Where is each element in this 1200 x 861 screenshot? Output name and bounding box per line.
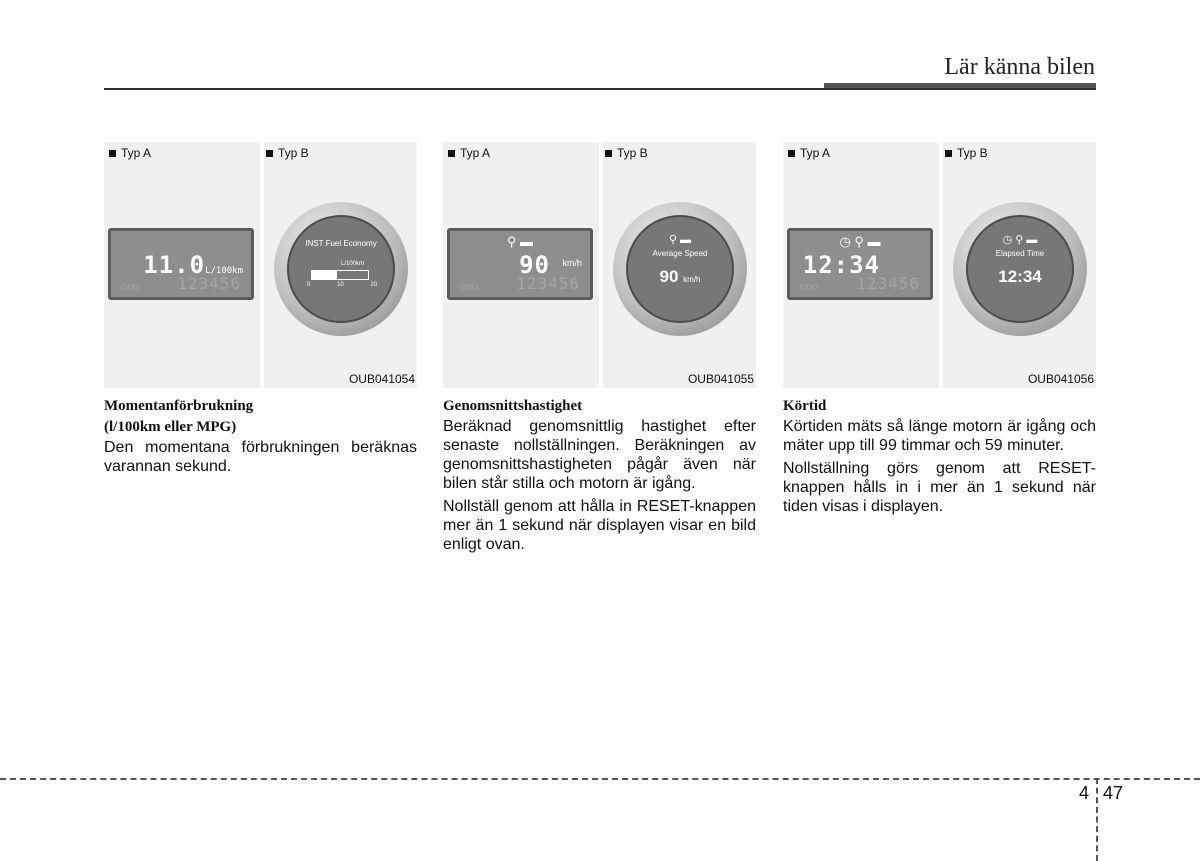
lcd-value: 11.0L/100km (143, 251, 243, 279)
footer-vertical-rule (1096, 778, 1098, 861)
header-rule (104, 88, 1096, 90)
gauge-title: Average Speed (652, 249, 708, 258)
body-paragraph: Beräknad genomsnittlig hastighet efter senaste nollställningen. Beräkningen av genomsnittshastigheten pågår även när bilen står stilla och motorn är igång. (443, 418, 756, 492)
lcd-odo-label: ODO (800, 283, 819, 292)
gauge-value: 90 km/h (659, 267, 701, 286)
bullet-square-icon (605, 150, 612, 157)
clock-car-icon: ◷ ⚲ ▬ (839, 234, 881, 249)
figure-average-speed (443, 142, 756, 388)
lcd-odometer: 123456 (516, 274, 580, 293)
figure-instant-consumption (104, 142, 417, 388)
gauge-face (287, 215, 395, 323)
gauge-ticks (307, 282, 377, 288)
section-heading: Momentanförbrukning (l/100km eller MPG) (104, 398, 254, 435)
gauge-bar-fill (312, 271, 337, 279)
figure-elapsed-time (783, 142, 1096, 388)
typ-b-label: Typ B (605, 146, 648, 160)
lcd-value: 90 (519, 251, 550, 279)
gauge-face (626, 215, 734, 323)
figure-code: OUB041054 (348, 372, 415, 386)
lcd-odo-label: ODO (460, 283, 479, 292)
gauge-display-typ-b (274, 202, 408, 336)
section-heading: Körtid (783, 398, 827, 414)
lcd-display-typ-a (108, 228, 254, 300)
lcd-odometer: 123456 (856, 274, 920, 293)
lcd-odometer: 123456 (177, 274, 241, 293)
section-heading: Genomsnittshastighet (443, 398, 583, 414)
lcd-value: 12:34 (802, 251, 880, 279)
body-paragraph: Den momentana förbrukningen beräknas varannan sekund. (104, 439, 417, 475)
bullet-square-icon (945, 150, 952, 157)
gauge-bar (311, 270, 369, 280)
lcd-display-typ-a (787, 228, 933, 300)
footer-dashed-rule (0, 778, 1200, 780)
lcd-odo-label: ODO (121, 283, 140, 292)
gauge-tick: 20 (370, 282, 377, 288)
body-paragraph: Nollställ genom att hålla in RESET-knappen mer än 1 sekund när displayen visar en bild enligt ovan. (443, 498, 756, 553)
page-number: 47 (1103, 783, 1124, 803)
typ-a-label: Typ A (448, 146, 490, 160)
gauge-title: Elapsed Time (995, 249, 1045, 258)
typ-b-label: Typ B (945, 146, 988, 160)
gauge-bar-label: L/100km (341, 261, 365, 267)
figure-code: OUB041055 (687, 372, 754, 386)
section-instant-consumption (104, 142, 417, 480)
body-paragraph: Körtiden mäts så länge motorn är igång och mäter upp till 99 timmar och 59 minuter. (783, 418, 1096, 454)
typ-a-label: Typ A (109, 146, 151, 160)
figure-divider (939, 142, 943, 388)
gauge-tick: 10 (336, 282, 344, 288)
gauge-display-typ-b (953, 202, 1087, 336)
gauge-face (966, 215, 1074, 323)
car-speed-icon: ⚲ ▬ (506, 234, 534, 249)
car-speed-icon: ⚲ ▬ (668, 234, 692, 246)
gauge-value: 12:34 (998, 267, 1042, 286)
bullet-square-icon (109, 150, 116, 157)
figure-divider (599, 142, 603, 388)
clock-car-icon: ◷ ⚲ ▬ (1002, 234, 1038, 246)
section-elapsed-time (783, 142, 1096, 520)
gauge-title: INST Fuel Economy (305, 239, 377, 248)
figure-divider (260, 142, 264, 388)
bullet-square-icon (788, 150, 795, 157)
body-paragraph: Nollställning görs genom att RESET-knappen hålls in i mer än 1 sekund när tiden visas i displayen. (783, 460, 1096, 515)
lcd-unit: km/h (562, 258, 582, 268)
bullet-square-icon (266, 150, 273, 157)
gauge-display-typ-b (613, 202, 747, 336)
section-average-speed (443, 142, 756, 558)
gauge-tick: 0 (307, 282, 311, 288)
lcd-display-typ-a (447, 228, 593, 300)
typ-a-label: Typ A (788, 146, 830, 160)
figure-code: OUB041056 (1027, 372, 1094, 386)
chapter-number: 4 (1079, 783, 1090, 803)
typ-b-label: Typ B (266, 146, 309, 160)
bullet-square-icon (448, 150, 455, 157)
page-header-title: Lär känna bilen (944, 54, 1095, 80)
